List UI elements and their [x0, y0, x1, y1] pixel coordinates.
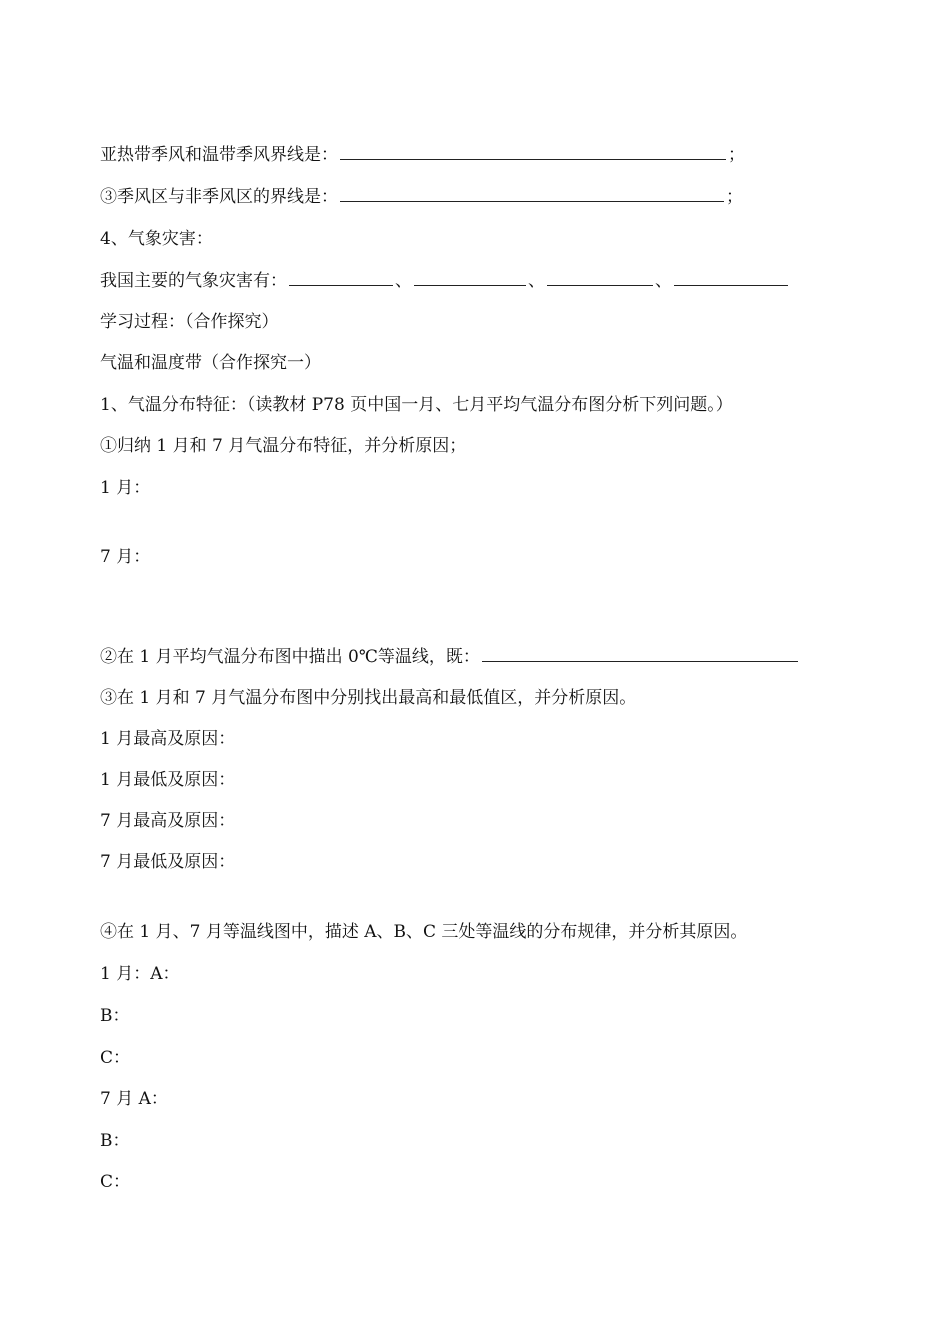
monsoon-area-boundary-blank[interactable] — [340, 185, 724, 202]
jan-a-label: 1 月：A： — [100, 964, 180, 984]
q4-isotherm: ④在 1 月、7 月等温线图中，描述 A、B、C 三处等温线的分布规律，并分析其原因。 — [100, 922, 748, 942]
q3-high-low: ③在 1 月和 7 月气温分布图中分别找出最高和最低值区，并分析原因。 — [100, 688, 637, 708]
disaster-main-label: 我国主要的气象灾害有： — [100, 271, 287, 291]
jan-b-label: B： — [100, 1006, 130, 1026]
separator: 、 — [528, 271, 545, 291]
jul-c-label: C： — [100, 1172, 131, 1192]
q1-summary: ①归纳 1 月和 7 月气温分布特征，并分析原因； — [100, 436, 467, 456]
jul-a-label: 7 月 A： — [100, 1089, 168, 1109]
disaster-main-line — [100, 269, 790, 293]
jul-low-label: 7 月最低及原因： — [100, 852, 236, 872]
monsoon-area-boundary-line — [100, 185, 743, 209]
q2-zero-line — [100, 645, 800, 669]
jan-answer-label: 1 月： — [100, 478, 151, 498]
jan-high-label: 1 月最高及原因： — [100, 729, 236, 749]
disaster-heading: 4、气象灾害： — [100, 229, 213, 249]
jul-answer-label: 7 月： — [100, 547, 151, 567]
temp-distribution-question: 1、气温分布特征：（读教材 P78 页中国一月、七月平均气温分布图分析下列问题。） — [100, 395, 733, 415]
disaster-blank-2[interactable] — [414, 269, 526, 286]
monsoon-boundary-blank[interactable] — [340, 143, 726, 160]
q2-zero-line-label: ②在 1 月平均气温分布图中描出 0℃等温线，既： — [100, 647, 480, 667]
jan-c-label: C： — [100, 1048, 131, 1068]
temp-zone-heading: 气温和温度带（合作探究一） — [100, 353, 321, 373]
disaster-blank-4[interactable] — [674, 269, 788, 286]
jul-high-label: 7 月最高及原因： — [100, 811, 236, 831]
disaster-blank-3[interactable] — [547, 269, 653, 286]
zero-isotherm-blank[interactable] — [482, 645, 798, 662]
learning-process: 学习过程：（合作探究） — [100, 312, 279, 332]
disaster-blank-1[interactable] — [289, 269, 393, 286]
separator: 、 — [655, 271, 672, 291]
monsoon-area-boundary-label: ③季风区与非季风区的界线是： — [100, 187, 338, 207]
jul-b-label: B： — [100, 1131, 130, 1151]
semicolon: ； — [726, 187, 743, 207]
semicolon: ； — [728, 145, 745, 165]
jan-low-label: 1 月最低及原因： — [100, 770, 236, 790]
monsoon-boundary-line — [100, 143, 745, 167]
monsoon-boundary-label: 亚热带季风和温带季风界线是： — [100, 145, 338, 165]
separator: 、 — [395, 271, 412, 291]
